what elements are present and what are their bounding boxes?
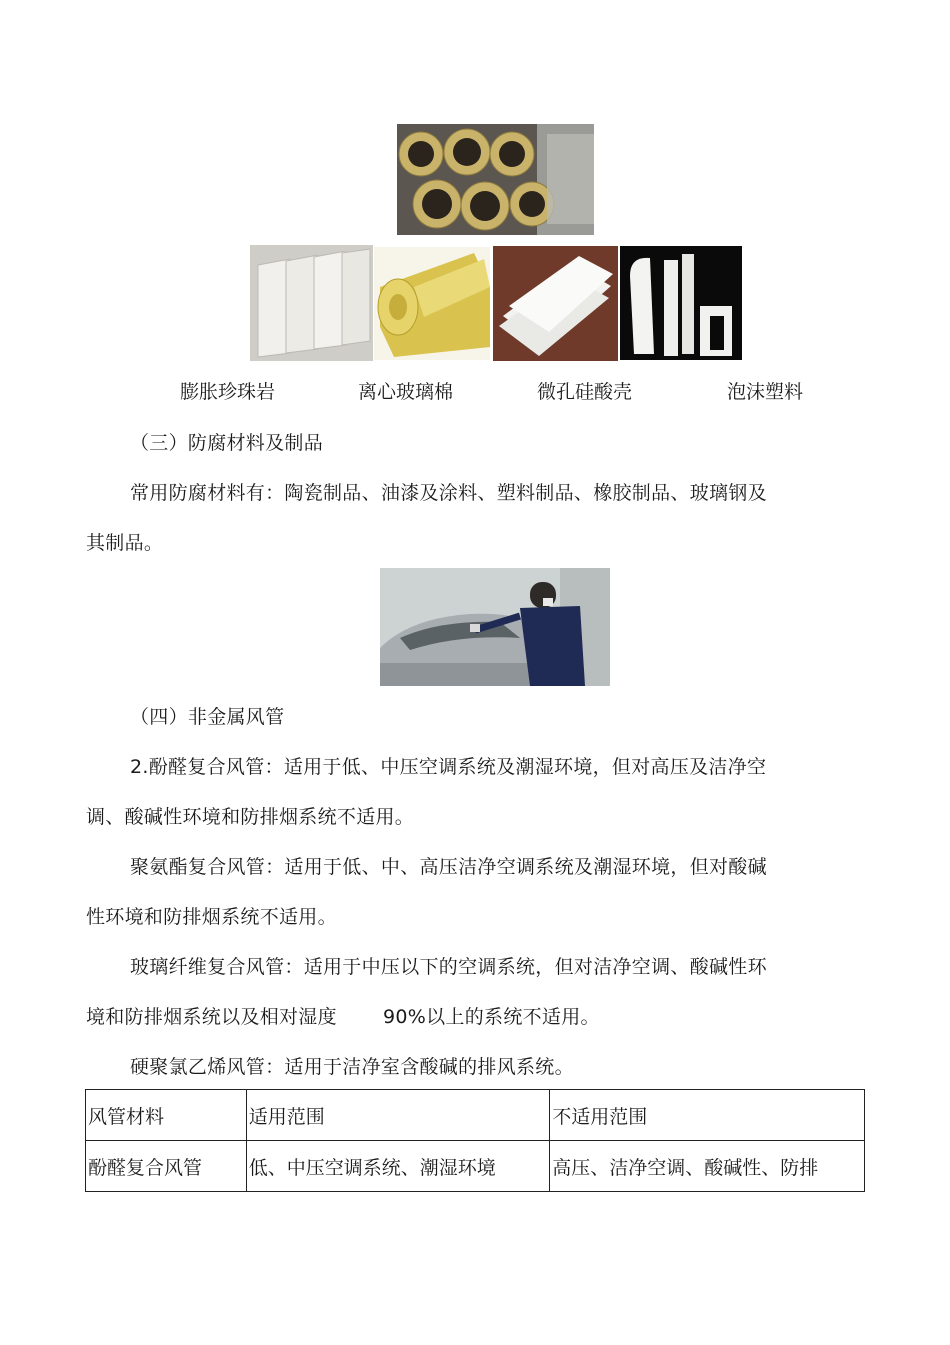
polyurethane-duct-line2: 性环境和防排烟系统不适用。: [86, 906, 337, 928]
car-spray-painting-photo: [380, 568, 610, 686]
table-header-cell: 适用范围: [246, 1090, 550, 1141]
anticorrosion-heading: （三）防腐材料及制品: [130, 432, 324, 454]
phenolic-duct-line1: 2.酚醛复合风管：适用于低、中压空调系统及潮湿环境，但对高压及洁净空: [130, 756, 767, 778]
duct-material-table: [85, 1089, 865, 1192]
table-cell: 高压、洁净空调、酸碱性、防排: [550, 1141, 865, 1192]
phenolic-duct-line2: 调、酸碱性环境和防排烟系统不适用。: [86, 806, 415, 828]
table-header-cell: 不适用范围: [550, 1090, 865, 1141]
anticorrosion-paragraph-line1: 常用防腐材料有：陶瓷制品、油漆及涂料、塑料制品、橡胶制品、玻璃钢及: [130, 482, 767, 504]
polyurethane-duct-line1: 聚氨酯复合风管：适用于低、中、高压洁净空调系统及潮湿环境，但对酸碱: [130, 856, 767, 878]
insulated-pipes-photo: [397, 124, 594, 235]
table-header-row: [86, 1090, 865, 1141]
calcium-silicate-photo: [493, 246, 618, 361]
fiberglass-duct-line2-part2: 90%以上的系统不适用。: [383, 1006, 600, 1028]
table-cell: 酚醛复合风管: [86, 1141, 247, 1192]
pvc-duct-line: 硬聚氯乙烯风管：适用于洁净室含酸碱的排风系统。: [130, 1056, 574, 1078]
fiberglass-duct-line1: 玻璃纤维复合风管：适用于中压以下的空调系统，但对洁净空调、酸碱性环: [130, 956, 767, 978]
perlite-boards-photo: [250, 245, 373, 361]
caption-calcium-silicate: 微孔硅酸壳: [537, 381, 633, 403]
nonmetal-duct-heading: （四）非金属风管: [130, 706, 285, 728]
foam-plastic-photo: [620, 246, 742, 360]
caption-glass-wool: 离心玻璃棉: [358, 381, 454, 403]
anticorrosion-paragraph-line2: 其制品。: [86, 532, 164, 554]
glass-wool-photo: [374, 247, 490, 360]
table-header-cell: 风管材料: [86, 1090, 247, 1141]
table-row: [86, 1141, 865, 1192]
caption-perlite: 膨胀珍珠岩: [180, 381, 276, 403]
fiberglass-duct-line2-part1: 境和防排烟系统以及相对湿度: [86, 1006, 337, 1028]
caption-foam-plastic: 泡沫塑料: [727, 381, 804, 403]
table-cell: 低、中压空调系统、潮湿环境: [246, 1141, 550, 1192]
